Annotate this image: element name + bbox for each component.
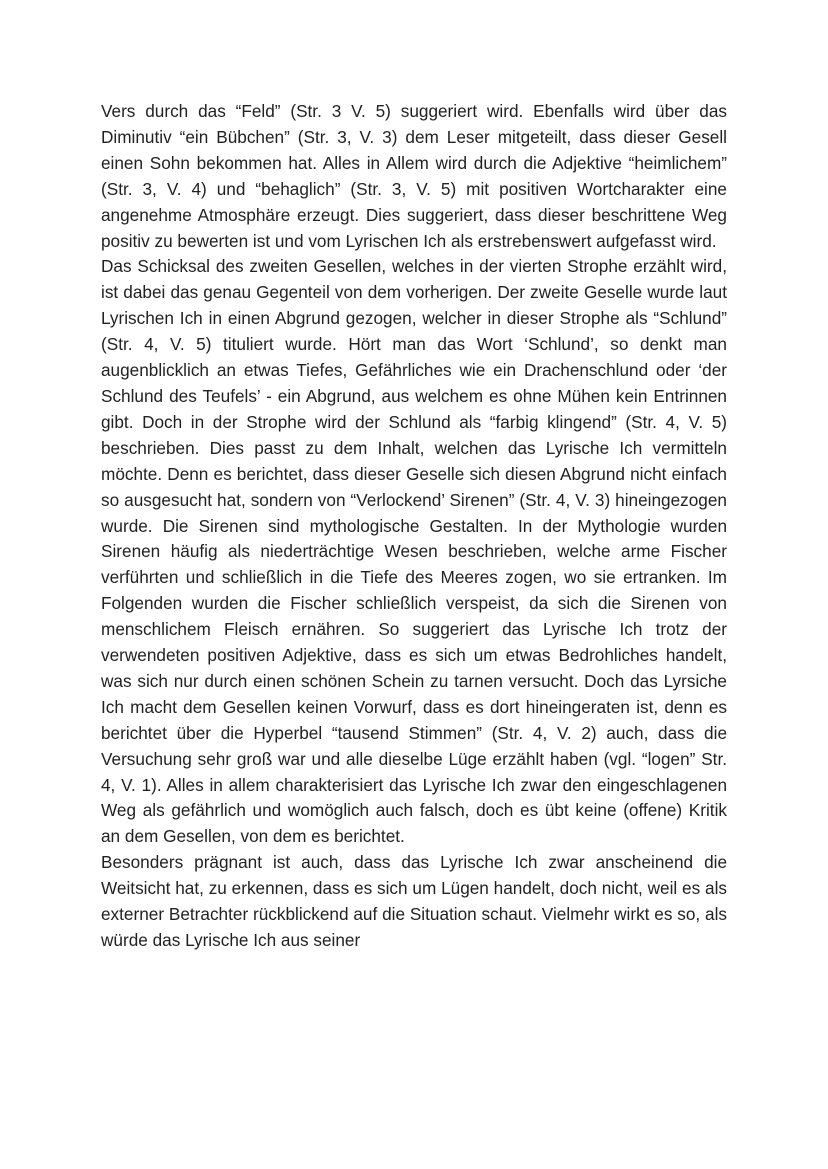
paragraph-insight: Besonders prägnant ist auch, dass das Lyrische Ich zwar anscheinend die Weitsicht hat, zu erkennen, dass es sich um Lügen handelt, doch nicht, weil es als externer Betrachter rückblickend auf die Situation schaut. Vielmehr wirkt es so, als würde das Lyrische Ich aus seiner: [101, 852, 727, 950]
paragraph-first-path: Vers durch das “Feld” (Str. 3 V. 5) suggeriert wird. Ebenfalls wird über das Diminutiv “ein Bübchen” (Str. 3, V. 3) dem Leser mitgeteilt, dass dieser Gesell einen Sohn bekommen hat. Alles in Allem wird durch die Adjektive “heimlichem” (Str. 3, V. 4) und “behaglich” (Str. 3, V. 5) mit positiven Wortcharakter eine angenehme Atmosphäre erzeugt. Dies suggeriert, dass dieser beschrittene Weg positiv zu bewerten ist und vom Lyrischen Ich als erstrebenswert aufgefasst wird.: [101, 101, 727, 251]
document-page: [101, 99, 727, 954]
paragraph-second-path: Das Schicksal des zweiten Gesellen, welches in der vierten Strophe erzählt wird, ist dabei das genau Gegenteil von dem vorherigen. Der zweite Geselle wurde laut Lyrischen Ich in einen Abgrund gezogen, welcher in dieser Strophe als “Schlund” (Str. 4, V. 5) tituliert wurde. Hört man das Wort ‘Schlund’, so denkt man augenblicklich an etwas Tiefes, Gefährliches wie ein Drachenschlund oder ‘der Schlund des Teufels’ - ein Abgrund, aus welchem es ohne Mühen kein Entrinnen gibt. Doch in der Strophe wird der Schlund als “farbig klingend” (Str. 4, V. 5) beschrieben. Dies passt zu dem Inhalt, welchen das Lyrische Ich vermitteln möchte. Denn es berichtet, dass dieser Geselle sich diesen Abgrund nicht einfach so ausgesucht hat, sondern von “Verlockend’ Sirenen” (Str. 4, V. 3) hineingezogen wurde. Die Sirenen sind mythologische Gestalten. In der Mythologie wurden Sirenen häufig als niederträchtige Wesen beschrieben, welche arme Fischer verführten und schließlich in die Tiefe des Meeres zogen, wo sie ertranken. Im Folgenden wurden die Fischer schließlich verspeist, da sich die Sirenen von menschlichem Fleisch ernähren. So suggeriert das Lyrische Ich trotz der verwendeten positiven Adjektive, dass es sich um etwas Bedrohliches handelt, was sich nur durch einen schönen Schein zu tarnen versucht. Doch das Lyrsiche Ich macht dem Gesellen keinen Vorwurf, dass es dort hineingeraten ist, denn es berichtet über die Hyperbel “tausend Stimmen” (Str. 4, V. 2) auch, dass die Versuchung sehr groß war und alle dieselbe Lüge erzählt haben (vgl. “logen” Str. 4, V. 1). Alles in allem charakterisiert das Lyrische Ich zwar den eingeschlagenen Weg als gefährlich und womöglich auch falsch, doch es übt keine (offene) Kritik an dem Gesellen, von dem es berichtet.: [101, 256, 727, 847]
